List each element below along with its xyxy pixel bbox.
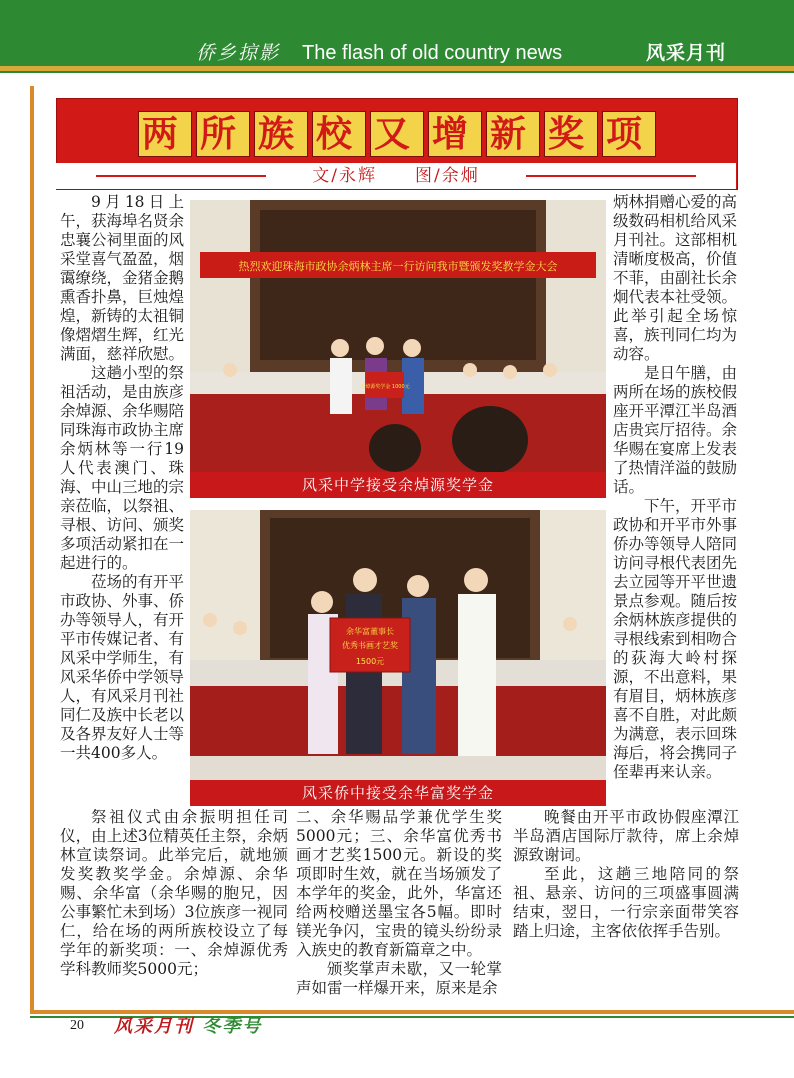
photo-caption-1: 风采中学接受余焯源奖学金 xyxy=(190,472,606,498)
section-english: The flash of old country news xyxy=(302,42,563,64)
paragraph: 是日午膳，由两所在场的族校假座开平潭江半岛酒店贵宾厅招待。余华赐在宴席上发表了热情洋溢的鼓励话。 xyxy=(613,364,737,496)
paragraph: 晚餐由开平市政协假座潭江半岛酒店国际厅款待，席上余焯源致谢词。 xyxy=(513,808,739,864)
title-character: 新 xyxy=(486,111,540,157)
page-number: 20 xyxy=(70,1018,84,1033)
title-character: 两 xyxy=(138,111,192,157)
paragraph: 至此，这趟三地陪同的祭祖、悬亲、访问的三项盛事圆满结束，翌日，一行宗亲面带笑容踏上归途，主客依依挥手告别。 xyxy=(513,865,739,940)
section-name: 侨乡掠影 xyxy=(196,42,281,64)
title-character: 奖 xyxy=(544,111,598,157)
photo2-placard-line1: 余华富董事长 xyxy=(346,627,394,636)
photo-illustration-1 xyxy=(190,200,606,472)
footer-season: 冬季号 xyxy=(202,1016,263,1037)
footer-magazine-name: 风采月刊 xyxy=(114,1016,194,1037)
photo2-placard-amount: 1500元 xyxy=(355,657,385,666)
paragraph: 祭祖仪式由余振明担任司仪，由上述3位精英任主祭，余炳林宣读祭词。此举完后，就地颁发奖教奖学金。余焯源、余华赐、余华富（余华赐的胞兄，因公事繁忙未到场）3位族彦一视同仁，给在场的两所族校设立了每学年的新奖项：一、余焯源优秀学科教师奖5000元； xyxy=(60,808,288,978)
paragraph: 下午，开平市政协和开平市外事侨办等领导人陪同访问寻根代表团先去立园等开平世遗景点参观。随后按余炳林族彦提供的寻根线索到相吻合的荻海大岭村探源，不出意料，果有眉目，炳林族彦喜不自胜，对此颇为满意，表示回珠海后，将会携同子侄辈再来认亲。 xyxy=(613,497,737,781)
photo-banner-text: 热烈欢迎珠海市政协余炳林主席一行访问我市暨颁发奖教学金大会 xyxy=(238,260,558,273)
title-character: 增 xyxy=(428,111,482,157)
header-green-line xyxy=(0,71,794,73)
title-character: 又 xyxy=(370,111,424,157)
title-character: 校 xyxy=(312,111,366,157)
text-column-right xyxy=(613,193,737,805)
byline-strip xyxy=(56,163,736,189)
paragraph: 9月18日上午，获海埠名贤余忠襄公祠里面的风采堂喜气盈盈，烟霭缭绕，金猪金鹅熏香扑鼻，巨烛煌煌，新铸的太祖铜像熠熠生辉，红光满面，慈祥欣慰。 xyxy=(60,193,184,363)
text-column-left xyxy=(60,193,184,805)
photo-placard-text: 余焯源奖学金 1000元 xyxy=(360,384,410,390)
text-column-lower-middle xyxy=(296,808,502,1000)
article-title xyxy=(57,111,737,157)
text-column-lower-right xyxy=(513,808,739,1000)
magazine-name: 风采月刊 xyxy=(646,42,727,64)
left-border-rule xyxy=(30,86,34,1014)
paragraph: 颁奖掌声未歇，又一轮掌声如雷一样爆开来，原来是余 xyxy=(296,960,502,997)
paragraph: 炳林捐赠心爱的高级数码相机给风采月刊社。这部相机清晰度极高，价值不菲，由副社长余炯代表本社受领。此举引起全场惊喜，族刊同仁均为动容。 xyxy=(613,193,737,363)
paragraph: 这趟小型的祭祖活动，是由族彦余焯源、余华赐陪同珠海市政协主席余炳林等一行19人代表澳门、珠海、中山三地的宗亲莅临，以祭祖、寻根、访问、颁奖多项活动紧扣在一起进行的。 xyxy=(60,364,184,572)
photo-award-ceremony-2 xyxy=(190,510,606,780)
paragraph: 二、余华赐品学兼优学生奖5000元；三、余华富优秀书画才艺奖1500元。新设的奖项即时生效，就在当场颁发了本学年的奖金，此外，华富还给两校赠送墨宝各5幅。即时镁光争闪，宝贵的镜头纷纷录入族史的教育新篇章之中。 xyxy=(296,808,502,959)
photo2-placard-line2: 优秀书画才艺奖 xyxy=(342,641,398,650)
photo-award-ceremony-1 xyxy=(190,200,606,472)
footer-magazine xyxy=(114,1012,262,1038)
photo-illustration-2 xyxy=(190,510,606,780)
text-column-lower-left xyxy=(60,808,288,1000)
title-character: 项 xyxy=(602,111,656,157)
article-byline: 文/永辉 图/余炯 xyxy=(312,166,480,186)
paragraph: 莅场的有开平市政协、外事、侨办等领导人，有开平市传媒记者、有风采中学师生，有风采华侨中学领导人，有风采月刊社同仁及族中长老以及各界友好人士等一共400多人。 xyxy=(60,573,184,762)
title-character: 所 xyxy=(196,111,250,157)
photo-caption-2: 风采侨中接受余华富奖学金 xyxy=(190,780,606,806)
title-character: 族 xyxy=(254,111,308,157)
